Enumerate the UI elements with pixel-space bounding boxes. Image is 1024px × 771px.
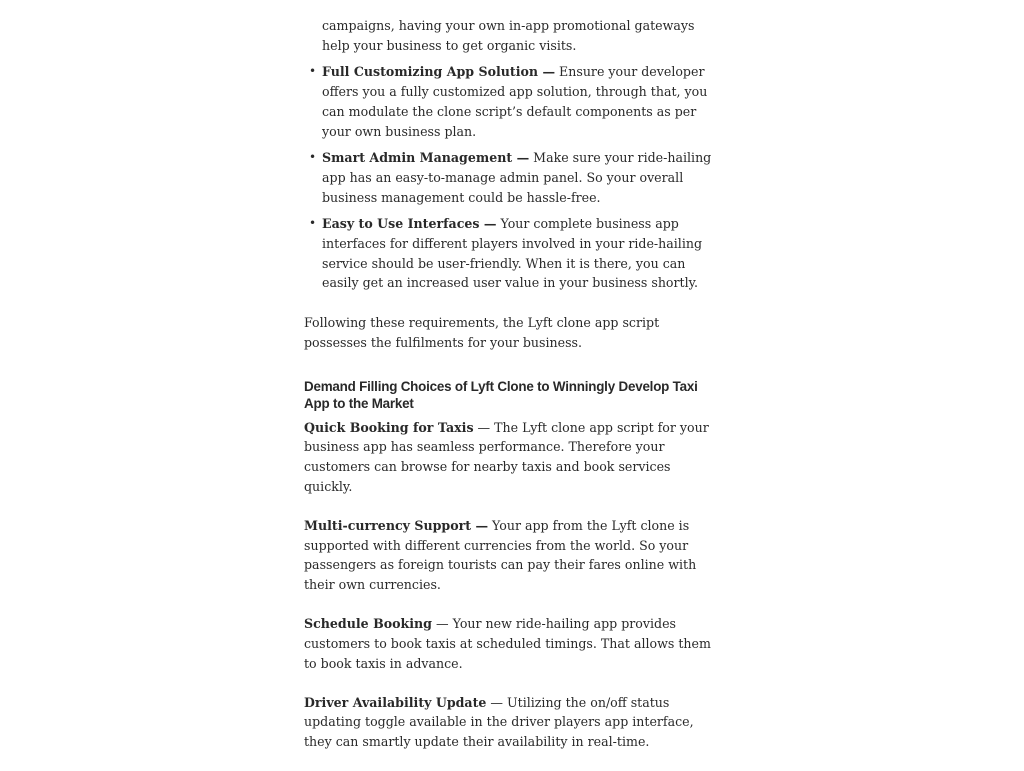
feature-text: Your app from the Lyft clone is supported with different currencies from the world. So your passengers as foreign tourists can pay their fares online with their own currencies. [304, 517, 697, 592]
feature-paragraph [304, 693, 722, 752]
feature-paragraph [304, 614, 722, 673]
list-item [322, 16, 722, 55]
feature-title: Schedule Booking [304, 616, 432, 632]
feature-text: — Utilizing the on/off status updating toggle available in the driver players app interface, they can smartly update their availability in real-time. [304, 694, 694, 750]
list-item [309, 148, 722, 207]
summary-paragraph: Following these requirements, the Lyft clone app script possesses the fulfilments for your business. [304, 315, 660, 350]
bullet-icon: • [309, 216, 317, 231]
feature-title: Quick Booking for Taxis [304, 419, 474, 435]
list-item-text: Ensure your developer offers you a fully customized app solution, through that, you can modulate the clone script’s default components as per your own business plan. [322, 64, 708, 139]
bullet-icon: • [309, 150, 317, 165]
feature-text: — The Lyft clone app script for your business app has seamless performance. Therefore your customers can browse for nearby taxis and book services quickly. [304, 419, 709, 494]
list-item-title: Full Customizing App Solution — [322, 64, 556, 80]
bullet-icon: • [309, 64, 317, 79]
feature-title: Driver Availability Update [304, 694, 487, 710]
list-item-title: Easy to Use Interfaces — [322, 216, 497, 232]
list-item-title: Smart Admin Management — [322, 150, 530, 166]
list-item-text: Make sure your ride-hailing app has an easy-to-manage admin panel. So your overall business management could be hassle-free. [322, 150, 712, 205]
list-item-text: Your complete business app interfaces for different players involved in your ride-hailing service should be user-friendly. When it is there, you can easily get an increased user value in your business shortly. [322, 216, 703, 291]
list-item-text: campaigns, having your own in-app promotional gateways help your business to get organic visits. [322, 18, 695, 53]
list-item [309, 214, 722, 293]
list-item [309, 62, 722, 141]
feature-paragraph [304, 516, 722, 595]
article-body [304, 16, 722, 771]
feature-title: Multi-currency Support — [304, 517, 489, 533]
requirements-list [304, 16, 722, 293]
feature-paragraph [304, 418, 722, 497]
feature-text: — Your new ride-hailing app provides customers to book taxis at scheduled timings. That allows them to book taxis in advance. [304, 616, 711, 671]
section-heading: Demand Filling Choices of Lyft Clone to Winningly Develop Taxi App to the Market [304, 378, 698, 411]
